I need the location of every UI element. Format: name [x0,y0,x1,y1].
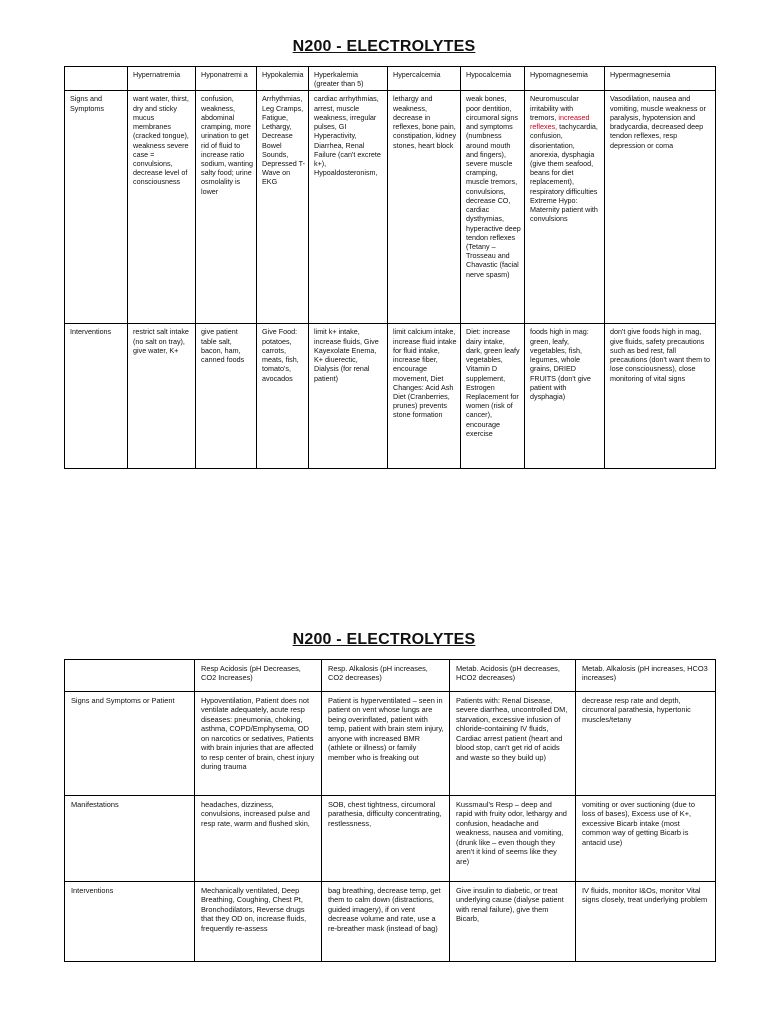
cell-text: Neuromuscular irritability with tremors, [530,94,579,122]
header-cell: Hypokalemia [257,67,309,91]
table-cell: weak bones, poor dentition, circumoral signs and symptoms (numbness around mouth and fingers), severe muscle cramping, muscle tremors, convulsions, decrease CO, cardiac dysthymias, hyperactive deep tendon reflexes (Tetany – Trosseau and Chavastic (facial nerve spasm) [461,91,525,324]
table-cell: lethargy and weakness, decrease in reflexes, bone pain, constipation, kidney stones, heart block [388,91,461,324]
row-label: Signs and Symptoms or Patient [65,692,195,796]
table-cell: cardiac arrhythmias, arrest, muscle weakness, irregular pulses, GI Hyperactivity, Diarrhea, Renal Failure (can't excrete k+), Hypoaldosteronism, [309,91,388,324]
table-row [65,91,716,324]
table-cell: Give Food: potatoes, carrots, meats, fish, tomato's, avocados [257,324,309,469]
table-cell: Arrhythmias, Leg Cramps, Fatigue, Lethargy, Decrease Bowel Sounds, Depressed T-Wave on EKG [257,91,309,324]
table-header-row [65,67,716,91]
row-label: Interventions [65,882,195,962]
table-cell: give patient table salt, bacon, ham, canned foods [196,324,257,469]
table-cell: foods high in mag: green, leafy, vegetables, fish, legumes, whole grains, DRIED FRUITS (don't give patient with dysphagia) [525,324,605,469]
header-cell: Metab. Alkalosis (pH increases, HCO3 increases) [576,660,716,692]
table-cell: Diet: increase dairy intake, dark, green leafy vegetables, Vitamin D supplement, Estrogen Replacement for women (risk of cancer), encourage exercise [461,324,525,469]
table-cell: Patients with: Renal Disease, severe diarrhea, uncontrolled DM, starvation, excessive infusion of chloride-containing IV fluids, Cardiac arrest patient (heart and blood stop, can't get rid of acids and waste so they build up) [450,692,576,796]
table-cell: Mechanically ventilated, Deep Breathing, Coughing, Chest Pt, Bronchodilators, Reverse drugs that they OD on, increase fluids, frequently re-assess [195,882,322,962]
table-row [65,692,716,796]
header-cell: Hypernatremia [128,67,196,91]
table-cell: SOB, chest tightness, circumoral parathesia, difficulty concentrating, restlessness, [322,796,450,882]
header-cell: Hypomagnesemia [525,67,605,91]
header-cell: Resp Acidosis (pH Decreases, CO2 Increases) [195,660,322,692]
cell-text: tachycardia, confusion, disorientation, anorexia, dysphagia (give them seafood, beans for diet replacement), respiratory difficulties Extreme Hypo: Maternity patient with convulsions [530,122,598,224]
table-cell: limit k+ intake, increase fluids, Give Kayexolate Enema, K+ diuerectic, Dialysis (for renal patient) [309,324,388,469]
header-cell [65,67,128,91]
page-title: N200 - ELECTROLYTES [292,631,476,648]
table-cell: Kussmaul's Resp – deep and rapid with fruity odor, lethargy and confusion, headache and weakness, nausea and vomiting, (drunk like – even though they aren't it kind of seems like they are) [450,796,576,882]
row-label: Interventions [65,324,128,469]
header-cell: Hyponatremi a [196,67,257,91]
acid-base-table [64,659,716,962]
row-label: Manifestations [65,796,195,882]
table-cell: headaches, dizziness, convulsions, increased pulse and resp rate, warm and flushed skin, [195,796,322,882]
table-cell: Give insulin to diabetic, or treat underlying cause (dialyse patient with renal failure), give them Bicarb, [450,882,576,962]
electrolytes-table [64,66,716,469]
table-row [65,796,716,882]
page-title: N200 - ELECTROLYTES [292,38,476,55]
table-cell: decrease resp rate and depth, circumoral parathesia, hypertonic muscles/tetany [576,692,716,796]
table-cell: Hypoventilation, Patient does not ventilate adequately, acute resp diseases: pneumonia, choking, asthma, COPD/Emphysema, OD on narcotics or sedatives, Patients with brain injuries that are affected to resp center of brain, chest injury during trauma [195,692,322,796]
table-cell: confusion, weakness, abdominal cramping, more urination to get rid of fluid to increase ratio sodium, wanting salty food; urine osmolality is lower [196,91,257,324]
table-cell [525,91,605,324]
table-cell: limit calcium intake, increase fluid intake for fluid intake, increase fiber, encourage movement, Diet Changes: Acid Ash Diet (Cranberries, prunes) prevents stone formation [388,324,461,469]
highlighted-text: increased reflexes, [530,112,590,132]
header-cell: Hypercalcemia [388,67,461,91]
table-cell: vomiting or over suctioning (due to loss of bases), Excess use of K+, excessive Bicarb intake (most common way of getting Bicarb is antacid use) [576,796,716,882]
table-cell: want water, thirst, dry and sticky mucus membranes (cracked tongue), weakness severe case = convulsions, decrease level of consciousness [128,91,196,324]
table-cell: Patient is hyperventilated – seen in patient on vent whose lungs are being overinflated, patient with temp, patient with brain stem injury, anyone with increased BMR (athlete or illness) or family member who is freaking out [322,692,450,796]
row-label: Signs and Symptoms [65,91,128,324]
table-cell: Vasodilation, nausea and vomiting, muscle weakness or paralysis, hypotension and bradycardia, decreased deep tendon reflexes, resp depression or coma [605,91,716,324]
header-cell: Hyperkalemia (greater than 5) [309,67,388,91]
table-cell: don't give foods high in mag, give fluids, safety precautions such as bed rest, fall precautions (don't want them to lose consciousness), close monitoring of vital signs [605,324,716,469]
header-cell: Metab. Acidosis (pH decreases, HCO2 decreases) [450,660,576,692]
header-cell: Hypocalcemia [461,67,525,91]
header-cell [65,660,195,692]
header-cell: Hypermagnesemia [605,67,716,91]
table-row [65,882,716,962]
header-cell: Resp. Alkalosis (pH increases, CO2 decreases) [322,660,450,692]
table-cell: bag breathing, decrease temp, get them to calm down (distractions, guided imagery), if on vent decrease volume and rate, use a re-breather mask (instead of bag) [322,882,450,962]
table-header-row [65,660,716,692]
table-row [65,324,716,469]
table-cell: IV fluids, monitor I&Os, monitor Vital signs closely, treat underlying problem [576,882,716,962]
table-cell: restrict salt intake (no salt on tray), give water, K+ [128,324,196,469]
